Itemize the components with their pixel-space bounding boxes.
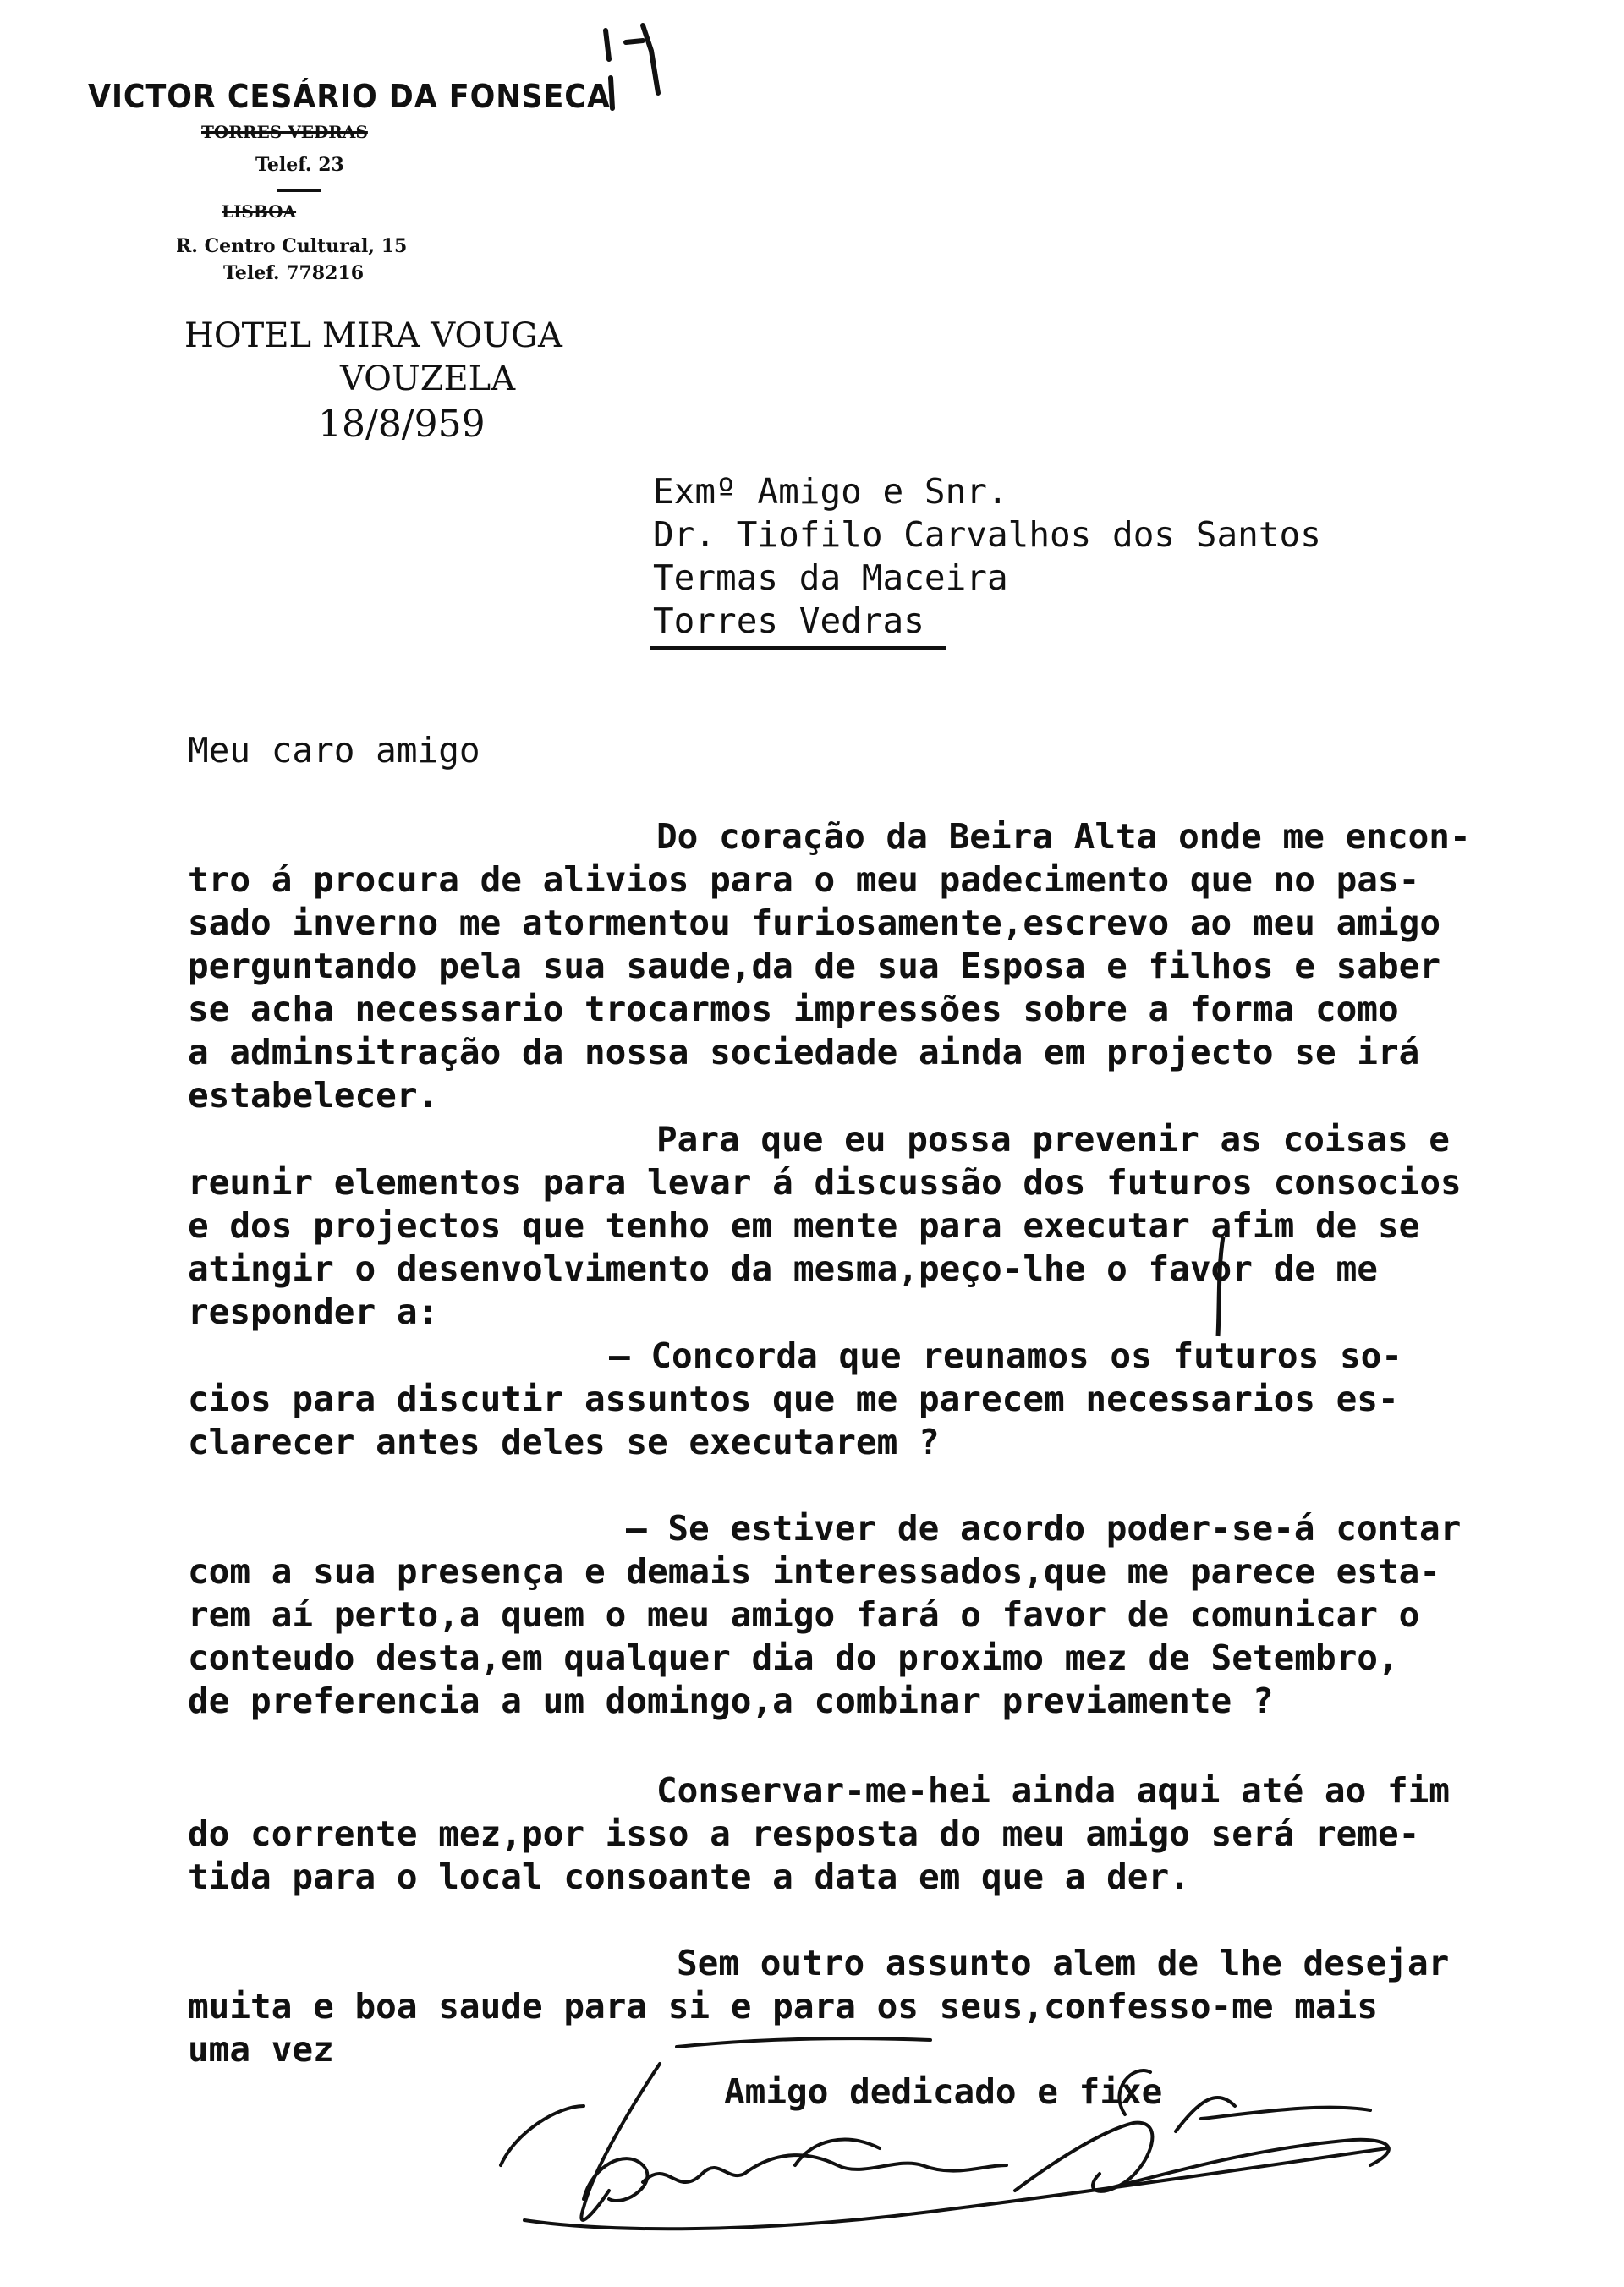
ink-correction (1218, 1237, 1223, 1336)
hotel-name: HOTEL MIRA VOUGA (184, 316, 562, 355)
body-line: reunir elementos para levar á discussão dos futuros consocios (188, 1162, 1462, 1203)
recipient-line-4: Torres Vedras (653, 601, 924, 641)
letterhead-telef-2: Telef. 778216 (223, 262, 365, 284)
body-line: se acha necessario trocarmos impressões sobre a forma como (188, 989, 1399, 1029)
body-line: responder a: (188, 1292, 439, 1332)
body-line: clarecer antes deles se executarem ? (188, 1422, 940, 1462)
letterhead-struck-city: TORRES VEDRAS (201, 122, 368, 142)
body-line: Do coração da Beira Alta onde me encon- (656, 816, 1471, 857)
body-line: muita e boa saude para si e para os seus,confesso-me mais (188, 1986, 1378, 2026)
body-line: Conservar-me-hei ainda aqui até ao fim (656, 1770, 1450, 1811)
letterhead-address: R. Centro Cultural, 15 (176, 235, 408, 257)
hotel-town: VOUZELA (340, 359, 516, 398)
recipient-line-3: Termas da Maceira (653, 557, 1008, 598)
body-line: de preferencia a um domingo,a combinar previamente ? (188, 1681, 1274, 1721)
letterhead-name: VICTOR CESÁRIO DA FONSECA (88, 78, 611, 115)
letter-date: 18/8/959 (318, 403, 486, 446)
body-line: sado inverno me atormentou furiosamente,escrevo ao meu amigo (188, 902, 1441, 943)
body-line: Para que eu possa prevenir as coisas e (656, 1119, 1450, 1160)
body-line: perguntando pela sua saude,da de sua Esposa e filhos e saber (188, 946, 1441, 986)
recipient-line-1: Exmº Amigo e Snr. (653, 471, 1008, 512)
recipient-line-2: Dr. Tiofilo Carvalhos dos Santos (653, 514, 1321, 555)
body-line: conteudo desta,em qualquer dia do proximo mez de Setembro, (188, 1637, 1399, 1678)
body-line: tida para o local consoante a data em que a der. (188, 1856, 1190, 1897)
body-line: rem aí perto,a quem o meu amigo fará o favor de comunicar o (188, 1594, 1420, 1635)
signature (501, 2038, 1389, 2229)
body-line: atingir o desenvolvimento da mesma,peço-lhe o favor de me (188, 1248, 1378, 1289)
closing: Amigo dedicado e fixe (724, 2071, 1163, 2112)
body-line: a adminsitração da nossa sociedade ainda em projecto se irá (188, 1032, 1420, 1072)
body-line: — Se estiver de acordo poder-se-á contar (626, 1508, 1462, 1549)
body-line: Sem outro assunto alem de lhe desejar (677, 1943, 1450, 1983)
body-line: estabelecer. (188, 1075, 439, 1116)
body-line: com a sua presença e demais interessados,que me parece esta- (188, 1551, 1441, 1592)
body-line: — Concorda que reunamos os futuros so- (609, 1335, 1402, 1376)
body-line: e dos projectos que tenho em mente para executar afim de se (188, 1205, 1420, 1246)
letterhead-telef-1: Telef. 23 (255, 154, 344, 176)
body-line: tro á procura de alivios para o meu padecimento que no pas- (188, 859, 1420, 900)
body-line: uma vez (188, 2029, 334, 2070)
ink-mark (606, 25, 658, 108)
body-line: cios para discutir assuntos que me parecem necessarios es- (188, 1379, 1399, 1419)
salutation: Meu caro amigo (188, 730, 480, 771)
body-line: do corrente mez,por isso a resposta do meu amigo será reme- (188, 1813, 1420, 1854)
letterhead-struck-city-2: LISBOA (222, 201, 297, 222)
